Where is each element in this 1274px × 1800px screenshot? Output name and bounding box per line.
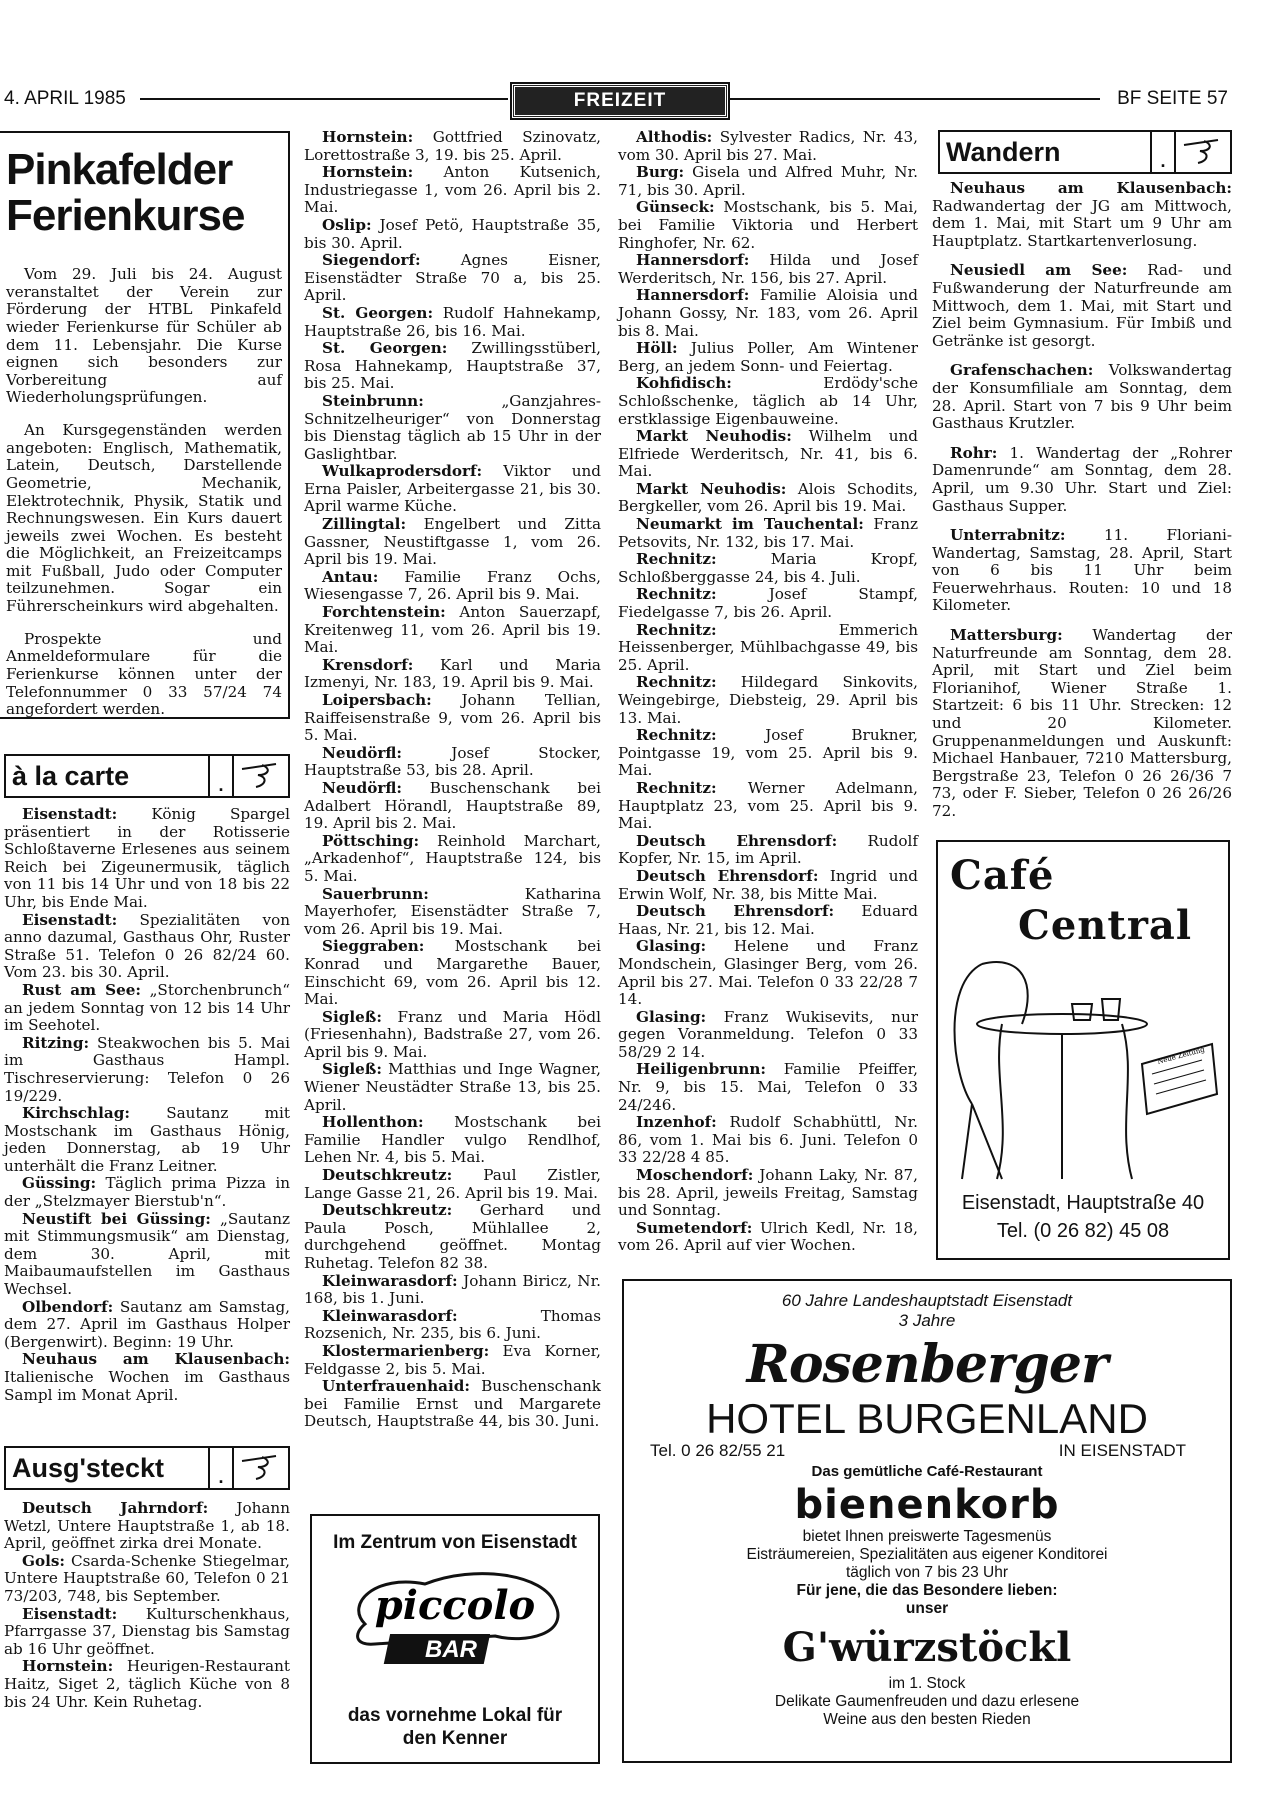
ferienkurse-paragraph: Vom 29. Juli bis 24. August veranstaltet der Verein zur Förderung der HTBL Pinkafeld wieder Ferienkurse für Schüler ab dem 11. Lebensjahr. Die Kurse eignen sich besonders zur Vorbereitung auf Wiederholungsprüfungen.: [6, 265, 282, 407]
list-item: Olbendorf: Sautanz am Samstag, dem 27. April im Gasthaus Holper (Bergenwirt). Beginn: 19 Uhr.: [4, 1297, 290, 1351]
list-item: Siegendorf: Agnes Eisner, Eisenstädter Straße 70 a, bis 25. April.: [304, 251, 601, 305]
ferienkurse-title: [6, 147, 288, 239]
ausgsteckt-list-col3: [618, 129, 918, 1255]
list-item: Antau: Familie Franz Ochs, Wiesengasse 7, 26. April bis 9. Mai.: [304, 567, 601, 604]
list-item: Kleinwarasdorf: Johann Biricz, Nr. 168, bis 1. Juni.: [304, 1271, 602, 1308]
pointing-hand-icon: [234, 756, 288, 796]
a-la-carte-list: [4, 806, 290, 1404]
header-rule-left: [140, 98, 508, 100]
cafe-central-ad: [936, 840, 1230, 1260]
header-page-number: BF SEITE 57: [1117, 88, 1228, 109]
wandern-list: [932, 180, 1232, 821]
list-item: Hollenthon: Mostschank bei Familie Handler vulgo Rendlhof, Lehen Nr. 4, bis 5. Mai.: [304, 1113, 601, 1167]
list-item: Hannersdorf: Hilda und Josef Werderitsch, Nr. 156, bis 27. April.: [618, 251, 918, 287]
list-item: Glasing: Helene und Franz Mondschein, Glasinger Berg, vom 26. April bis 27. Mai. Telefon 0 33 22/28 7 14.: [618, 937, 918, 1009]
list-item: Deutschkreutz: Paul Zistler, Lange Gasse 21, 26. April bis 19. Mai.: [304, 1166, 601, 1202]
piccolo-bar-logo: [335, 1564, 575, 1674]
pointing-hand-icon: [1176, 132, 1230, 172]
piccolo-tagline-line2: den Kenner: [402, 1728, 508, 1749]
hotel-contact-row: [624, 1441, 1230, 1461]
ferienkurse-title-line2: Ferienkurse: [6, 191, 245, 240]
list-item: Sauerbrunn: Katharina Mayerhofer, Eisenstädter Straße 7, vom 26. April bis 19. Mai.: [304, 884, 601, 938]
list-item: Kleinwarasdorf: Thomas Rozsenich, Nr. 235, bis 6. Juni.: [304, 1306, 601, 1343]
offer-line: täglich von 7 bis 23 Uhr: [846, 1564, 1008, 1581]
list-item: Neuhaus am Klausenbach: Italienische Wochen im Gasthaus Sampl im Monat April.: [4, 1350, 290, 1404]
list-item: Markt Neuhodis: Alois Schodits, Bergkeller, vom 26. April bis 19. Mai.: [618, 479, 918, 516]
list-item: Neudörfl: Buschenschank bei Adalbert Hörandl, Hauptstraße 89, 19. April bis 2. Mai.: [304, 778, 602, 833]
hotel-city: IN EISENSTADT: [1058, 1441, 1186, 1460]
cafe-name-line1: Café: [950, 852, 1055, 899]
newspaper-masthead: Neue Zeitung: [1156, 1045, 1206, 1066]
list-item: Eisenstadt: König Spargel präsentiert in der Rotisserie Schloßtaverne Erlesenes aus seinem Reich bei Zigeunermusik, täglich von 11 bis 14 Uhr und von 18 bis 22 Uhr, bis Ende Mai.: [4, 805, 291, 911]
list-item: Sigleß: Matthias und Inge Wagner, Wiener Neustädter Straße 13, bis 25. April.: [304, 1060, 602, 1114]
list-item: Deutschkreutz: Gerhard und Paula Posch, Mühlallee 2, durchgehend geöffnet. Montag Ruhetag. Telefon 82 38.: [304, 1201, 602, 1272]
hotel-ad-years: 3 Jahre: [898, 1311, 956, 1330]
list-item: Oslip: Josef Petö, Hauptstraße 35, bis 30. April.: [304, 215, 601, 252]
gwuerzstoeckl-logo: G'würzstöckl: [782, 1624, 1072, 1671]
offer-line: bietet Ihnen preiswerte Tagesmenüs: [802, 1528, 1052, 1545]
list-item: Rohr: 1. Wandertag der „Rohrer Damenrunde“ am Sonntag, dem 28. April, um 9.30 Uhr. Start und Ziel: Gasthaus Supper.: [932, 443, 1233, 515]
header-rule-right: [728, 98, 1100, 100]
rosenberger-logo: Rosenberger: [746, 1334, 1108, 1395]
list-item: Rust am See: „Storchenbrunch“ an jedem Sonntag von 12 bis 14 Uhr im Seehotel.: [4, 980, 290, 1035]
ausgsteckt-list-col1: [4, 1500, 290, 1711]
ausgsteckt-title: Ausg'steckt: [12, 1452, 164, 1483]
ferienkurse-body: [6, 251, 282, 734]
wandern-title: Wandern: [946, 136, 1061, 167]
list-item: Sumetendorf: Ulrich Kedl, Nr. 18, vom 26. April auf vier Wochen.: [618, 1218, 918, 1255]
floor-line: im 1. Stock: [888, 1675, 966, 1692]
ausgsteckt-heading: [4, 1446, 290, 1490]
list-item: Rechnitz: Maria Kropf, Schloßberggasse 24, bis 4. Juli.: [618, 550, 919, 586]
list-item: Rechnitz: Josef Stampf, Fiedelgasse 7, bis 26. April.: [618, 585, 918, 622]
list-item: Markt Neuhodis: Wilhelm und Elfriede Werderitsch, Nr. 41, bis 6. Mai.: [618, 427, 918, 481]
list-item: Grafenschachen: Volkswandertag der Konsumfiliale am Sonntag, dem 28. April. Start von 7 bis 9 Uhr beim Gasthaus Krutzler.: [932, 361, 1232, 433]
hotel-phone: Tel. 0 26 82/55 21: [650, 1441, 786, 1460]
list-item: Wulkaprodersdorf: Viktor und Erna Paisler, Arbeitergasse 21, bis 30. April warme Küche.: [304, 462, 601, 516]
list-item: Gols: Csarda-Schenke Stiegelmar, Untere Hauptstraße 60, Telefon 0 21 73/203, 748, bis September.: [4, 1551, 290, 1605]
list-item: Deutsch Ehrensdorf: Eduard Haas, Nr. 21, bis 12. Mai.: [618, 902, 918, 938]
list-item: St. Georgen: Rudolf Hahnekamp, Hauptstraße 26, bis 16. Mai.: [304, 303, 601, 340]
list-item: Unterrabnitz: 11. Floriani-Wandertag, Samstag, 28. April, Start von 6 bis 11 Uhr beim Feuerwehrhaus. Routen: 10 und 18 Kilometer.: [932, 526, 1233, 615]
list-item: Neusiedl am See: Rad- und Fußwanderung der Naturfreunde am Mittwoch, dem 1. Mai, mit Start und Ziel beim Gymnasium. Für Imbiß und Getränke ist gesorgt.: [932, 261, 1232, 350]
list-item: Hornstein: Gottfried Szinovatz, Lorettostraße 3, 19. bis 25. April.: [304, 128, 602, 164]
list-item: Deutsch Jahrndorf: Johann Wetzl, Untere Hauptstraße 1, ab 18. April, geöffnet zirka drei Monate.: [4, 1499, 290, 1553]
ferienkurse-paragraph: An Kursgegenständen werden angeboten: Englisch, Mathematik, Latein, Deutsch, Darstellende Geometrie, Mechanik, Elektrotechnik, Physik, Statik und Rechnungswesen. Ein Kurs dauert jeweils zwei Wochen. Es besteht die Möglichkeit, an Freizeitcamps mit Fußball, Judo oder Computer teilzunehmen. Sogar ein Führerscheinkurs wird abgehalten.: [6, 421, 282, 616]
piccolo-ad-tagline: [312, 1704, 598, 1750]
list-item: Deutsch Ehrensdorf: Ingrid und Erwin Wolf, Nr. 38, bis Mitte Mai.: [618, 866, 918, 903]
special-line: Für jene, die das Besondere lieben:: [796, 1582, 1058, 1599]
header-date: 4. APRIL 1985: [4, 88, 126, 109]
list-item: Güssing: Täglich prima Pizza in der „Stelzmayer Bierstub'n“.: [4, 1174, 290, 1211]
list-item: Pöttsching: Reinhold Marchart, „Arkadenhof“, Hauptstraße 124, bis 5. Mai.: [304, 831, 601, 885]
list-item: Zillingtal: Engelbert und Zitta Gassner, Neustiftgasse 1, vom 26. April bis 19. Mai.: [304, 515, 602, 569]
list-item: Mattersburg: Wandertag der Naturfreunde am Sonntag, dem 28. April, mit Start und Ziel beim Florianihof, Wiener Straße 1. Startzeit: 6 bis 11 Uhr. Strecken: 12 und 20 Kilometer. Gruppenanmeldungen und Auskunft: Michael Hanbauer, 7210 Mattersburg, Bergstraße 23, Telefon 0 26 26/36 7 73, oder F. Sieber, Telefon 0 26 26/26 72.: [932, 626, 1232, 820]
a-la-carte-heading: [4, 754, 290, 798]
list-item: Glasing: Franz Wukisevits, nur gegen Voranmeldung. Telefon 0 33 58/29 2 14.: [618, 1007, 918, 1061]
list-item: Eisenstadt: Spezialitäten von anno dazumal, Gasthaus Ohr, Ruster Straße 51. Telefon 0 26 82/24 60. Vom 23. bis 30. April.: [4, 910, 290, 982]
list-item: Sieggraben: Mostschank bei Konrad und Margarethe Bauer, Einschicht 69, vom 26. April bis 12. Mai.: [304, 937, 602, 1009]
ferienkurse-title-line1: Pinkafelder: [6, 145, 233, 194]
list-item: Neumarkt im Tauchental: Franz Petsovits, Nr. 132, bis 17. Mai.: [618, 515, 918, 551]
cafe-table-illustration: [942, 954, 1222, 1184]
cafe-name-line2: Central: [1018, 902, 1193, 949]
piccolo-logo-text: piccolo: [374, 1582, 536, 1629]
ferienkurse-paragraph: Prospekte und Anmeldeformulare für die Ferienkurse können unter der Telefonnummer 0 33 57/24 74 angefordert werden.: [6, 629, 282, 719]
list-item: Inzenhof: Rudolf Schabhüttl, Nr. 86, vom 1. Mai bis 6. Juni. Telefon 0 33 22/28 4 85.: [618, 1113, 918, 1167]
list-item: Burg: Gisela und Alfred Muhr, Nr. 71, bis 30. April.: [618, 163, 919, 199]
list-item: Hornstein: Heurigen-Restaurant Haitz, Siget 2, täglich Küche von 8 bis 24 Uhr. Kein Ruhetag.: [4, 1657, 290, 1711]
list-item: Höll: Julius Poller, Am Wintener Berg, an jedem Sonn- und Feiertag.: [618, 339, 918, 375]
ferienkurse-article: [0, 131, 290, 719]
offer-line: Eisträumereien, Spezialitäten aus eigener Konditorei: [746, 1546, 1108, 1563]
list-item: Rechnitz: Werner Adelmann, Hauptplatz 23, vom 25. April bis 9. Mai.: [618, 778, 919, 833]
page-header: [0, 84, 1274, 114]
delicacy-line: Delikate Gaumenfreuden und dazu erlesene: [774, 1693, 1080, 1710]
list-item: Klostermarienberg: Eva Korner, Feldgasse 2, bis 5. Mai.: [304, 1341, 602, 1378]
list-item: Sigleß: Franz und Maria Hödl (Friesenhahn), Badstraße 27, vom 26. April bis 9. Mai.: [304, 1007, 602, 1061]
list-item: Kohfidisch: Erdödy'sche Schloßschenke, täglich ab 14 Uhr, erstklassige Eigenbauweine.: [618, 374, 918, 428]
list-item: Unterfrauenhaid: Buschenschank bei Familie Ernst und Margarete Deutsch, Hauptstraße 44, bis 30. Juni.: [304, 1377, 601, 1431]
ausgsteckt-list-col2: [304, 129, 601, 1431]
list-item: Neudörfl: Josef Stocker, Hauptstraße 53, bis 28. April.: [304, 743, 601, 780]
wandern-heading: [938, 130, 1232, 174]
heading-dot: .: [208, 1448, 234, 1488]
list-item: Loipersbach: Johann Tellian, Raiffeisenstraße 9, vom 26. April bis 5. Mai.: [304, 691, 601, 745]
list-item: Neuhaus am Klausenbach: Radwandertag der JG am Mittwoch, dem 1. Mai, mit Start um 9 Uhr am Hauptplatz. Startkartenverlosung.: [932, 179, 1232, 250]
list-item: Althodis: Sylvester Radics, Nr. 43, vom 30. April bis 27. Mai.: [618, 128, 918, 164]
list-item: Deutsch Ehrensdorf: Rudolf Kopfer, Nr. 15, im April.: [618, 831, 918, 868]
list-item: Hornstein: Anton Kutsenich, Industriegasse 1, vom 26. April bis 2. Mai.: [304, 163, 601, 217]
list-item: Heiligenbrunn: Familie Pfeiffer, Nr. 9, bis 15. Mai, Telefon 0 33 24/246.: [618, 1060, 918, 1114]
list-item: Rechnitz: Hildegard Sinkovits, Weingebirge, Diebsteig, 29. April bis 13. Mai.: [618, 673, 918, 727]
list-item: Eisenstadt: Kulturschenkhaus, Pfarrgasse 37, Dienstag bis Samstag ab 16 Uhr geöffnet.: [4, 1604, 290, 1658]
header-section: FREIZEIT: [512, 84, 728, 118]
list-item: Neustift bei Güssing: „Sautanz mit Stimmungsmusik“ am Dienstag, dem 30. April, mit Maibaumaufstellen im Gasthaus Wechsel.: [4, 1209, 291, 1299]
list-item: Günseck: Mostschank, bis 5. Mai, bei Familie Viktoria und Herbert Ringhofer, Nr. 62.: [618, 198, 919, 252]
list-item: Krensdorf: Karl und Maria Izmenyi, Nr. 183, 19. April bis 9. Mai.: [304, 655, 601, 692]
bienenkorb-logo: bienenkorb: [794, 1482, 1060, 1528]
cafe-address: Eisenstadt, Hauptstraße 40: [961, 1192, 1205, 1214]
list-item: St. Georgen: Zwillingsstüberl, Rosa Hahnekamp, Hauptstraße 37, bis 25. Mai.: [304, 339, 601, 393]
piccolo-bar-ad: [310, 1514, 600, 1764]
special-line: unser: [905, 1600, 949, 1617]
cafe-phone: Tel. (0 26 82) 45 08: [996, 1220, 1170, 1242]
list-item: Moschendorf: Johann Laky, Nr. 87, bis 28. April, jeweils Freitag, Samstag und Sonntag.: [618, 1166, 918, 1220]
list-item: Rechnitz: Emmerich Heissenberger, Mühlbachgasse 49, bis 25. April.: [618, 620, 918, 674]
heading-dot: .: [1150, 132, 1176, 172]
list-item: Forchtenstein: Anton Sauerzapf, Kreitenweg 11, vom 26. April bis 19. Mai.: [304, 603, 602, 657]
list-item: Kirchschlag: Sautanz mit Mostschank im Gasthaus Hönig, jeden Donnerstag, ab 19 Uhr unterhält die Franz Leitner.: [4, 1104, 291, 1175]
piccolo-logo-sub: BAR: [425, 1636, 477, 1663]
hotel-ad-anniversary: 60 Jahre Landeshauptstadt Eisenstadt: [781, 1291, 1073, 1310]
pointing-hand-icon: [234, 1448, 288, 1488]
list-item: Ritzing: Steakwochen bis 5. Mai im Gasthaus Hampl. Tischreservierung: Telefon 0 26 19/229.: [4, 1033, 291, 1105]
hotel-burgenland-ad: [622, 1279, 1232, 1763]
cafe-restaurant-line: Das gemütliche Café-Restaurant: [811, 1463, 1043, 1480]
a-la-carte-title: à la carte: [12, 760, 130, 791]
heading-dot: .: [208, 756, 234, 796]
list-item: Steinbrunn: „Ganzjahres-Schnitzelheuriger“ von Donnerstag bis Dienstag täglich ab 15 Uhr in der Gaslightbar.: [304, 391, 601, 463]
list-item: Hannersdorf: Familie Aloisia und Johann Gossy, Nr. 183, vom 26. April bis 8. Mai.: [618, 286, 918, 340]
piccolo-tagline-line1: das vornehme Lokal für: [347, 1705, 563, 1726]
list-item: Rechnitz: Josef Brukner, Pointgasse 19, vom 25. April bis 9. Mai.: [618, 726, 918, 780]
delicacy-line: Weine aus den besten Rieden: [823, 1711, 1031, 1728]
piccolo-ad-headline: Im Zentrum von Eisenstadt: [333, 1532, 577, 1553]
hotel-name: HOTEL BURGENLAND: [706, 1395, 1148, 1442]
